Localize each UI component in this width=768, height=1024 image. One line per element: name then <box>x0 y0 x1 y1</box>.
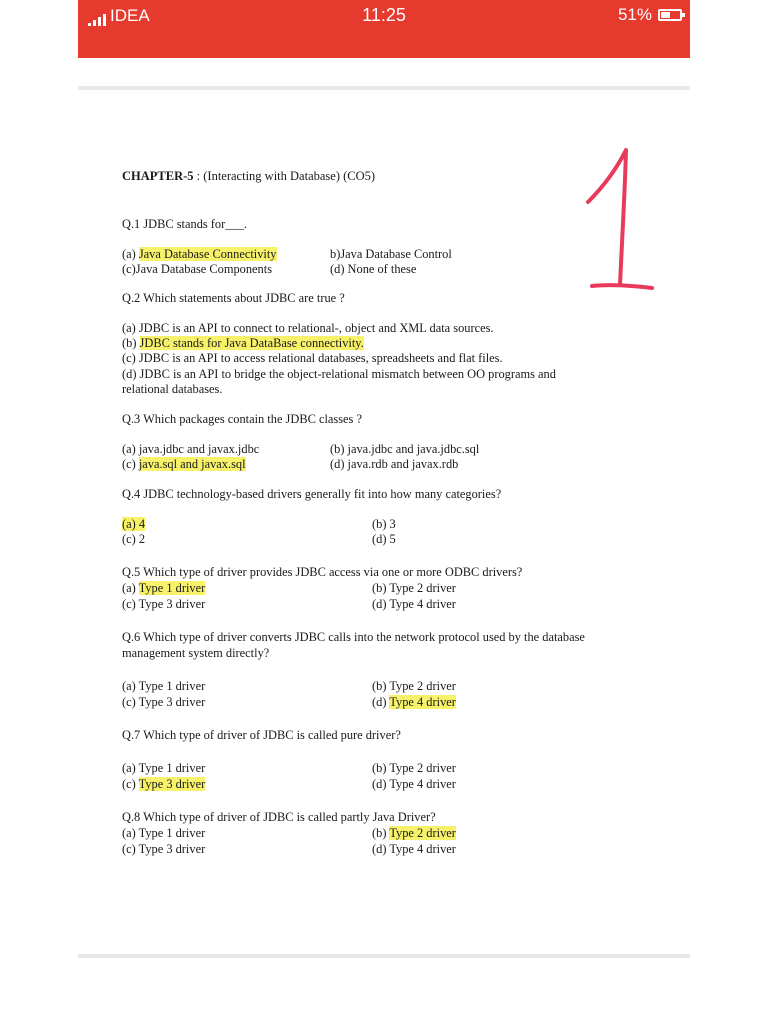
option-b: (b) Type 2 driver <box>372 581 456 595</box>
question-5-options-row-1 <box>122 580 642 596</box>
page-bottom-divider <box>78 954 690 958</box>
question-4-options-row-1 <box>122 516 642 532</box>
question-1-options-row-2 <box>122 261 642 277</box>
question-8-options-row-2 <box>122 841 642 857</box>
question-6-options-row-2 <box>122 694 642 710</box>
option-a: (a) Java Database Connectivity <box>122 247 277 261</box>
option-a <box>122 516 145 532</box>
question-8-options-row-1 <box>122 825 642 841</box>
highlighted-answer: Type 4 driver <box>389 695 456 709</box>
question-5: Q.5 Which type of driver provides JDBC access via one or more ODBC drivers? <box>122 565 523 579</box>
question-1-options-row-1 <box>122 246 642 262</box>
option-a: (a) java.jdbc and javax.jdbc <box>122 442 260 456</box>
highlighted-answer: Type 2 driver <box>389 826 456 840</box>
option-b: (b) 3 <box>372 517 396 531</box>
option-d: (d) 5 <box>372 532 396 546</box>
highlighted-answer: (a) 4 <box>122 517 146 531</box>
option-d: (d) Type 4 driver <box>372 695 456 709</box>
highlighted-answer: Type 1 driver <box>138 581 206 595</box>
question-7: Q.7 Which type of driver of JDBC is called pure driver? <box>122 728 401 742</box>
option-b: b)Java Database Control <box>330 247 452 261</box>
question-1: Q.1 JDBC stands for___. <box>122 217 247 231</box>
question-6: Q.6 Which type of driver converts JDBC calls into the network protocol used by the database <box>122 630 585 644</box>
question-7-options-row-1 <box>122 760 642 776</box>
option-b: (b) Type 2 driver <box>372 761 456 775</box>
question-7-options-row-2 <box>122 776 642 792</box>
question-3-options-row-1 <box>122 441 642 457</box>
highlighted-answer: Type 3 driver <box>138 777 206 791</box>
question-6-continued: management system directly? <box>122 646 270 660</box>
option-b: (b) JDBC stands for Java DataBase connectivity. <box>122 336 364 350</box>
option-a: (a) Type 1 driver <box>122 826 206 840</box>
option-c: (c)Java Database Components <box>122 262 273 276</box>
option-b: (b) java.jdbc and java.jdbc.sql <box>330 442 480 456</box>
option-d: (d) Type 4 driver <box>372 597 456 611</box>
question-2: Q.2 Which statements about JDBC are true ? <box>122 291 345 305</box>
option-c: (c) 2 <box>122 532 146 546</box>
option-a: (a) Type 1 driver <box>122 581 206 595</box>
option-b: (b) Type 2 driver <box>372 826 456 840</box>
highlighted-answer: java.sql and javax.sql <box>138 457 246 471</box>
question-4: Q.4 JDBC technology-based drivers generally fit into how many categories? <box>122 487 502 501</box>
battery-icon <box>658 9 682 21</box>
option-c: (c) Type 3 driver <box>122 777 206 791</box>
option-c: (c) Type 3 driver <box>122 695 206 709</box>
question-4-options-row-2 <box>122 531 642 547</box>
carrier-name: IDEA <box>110 6 150 25</box>
clock: 11:25 <box>362 5 406 25</box>
question-3-options-row-2 <box>122 456 642 472</box>
option-c: (c) JDBC is an API to access relational databases, spreadsheets and flat files. <box>122 351 503 365</box>
option-d: (d) java.rdb and javax.rdb <box>330 457 459 471</box>
chapter-title: CHAPTER-5 : (Interacting with Database) (CO5) <box>122 169 376 183</box>
question-3: Q.3 Which packages contain the JDBC classes ? <box>122 412 362 426</box>
option-d: (d) None of these <box>330 262 417 276</box>
option-a: (a) Type 1 driver <box>122 761 206 775</box>
option-c: (c) Type 3 driver <box>122 597 206 611</box>
option-a: (a) JDBC is an API to connect to relational-, object and XML data sources. <box>122 321 494 335</box>
question-8: Q.8 Which type of driver of JDBC is called partly Java Driver? <box>122 810 436 824</box>
option-d-continued: relational databases. <box>122 382 223 396</box>
battery-percent: 51% <box>617 5 652 24</box>
highlighted-answer: Java Database Connectivity <box>138 247 277 261</box>
option-d: (d) Type 4 driver <box>372 777 456 791</box>
battery-indicator <box>618 5 682 25</box>
status-bar <box>78 0 690 58</box>
document-page <box>122 168 642 856</box>
option-d: (d) JDBC is an API to bridge the object-relational mismatch between OO programs and <box>122 367 556 381</box>
question-6-options-row-1 <box>122 678 642 694</box>
highlighted-answer: JDBC stands for Java DataBase connectivity. <box>139 336 364 350</box>
option-a: (a) Type 1 driver <box>122 679 206 693</box>
option-c: (c) Type 3 driver <box>122 842 206 856</box>
option-d: (d) Type 4 driver <box>372 842 456 856</box>
question-5-options-row-2 <box>122 596 642 612</box>
option-c: (c) java.sql and javax.sql <box>122 457 246 471</box>
option-b: (b) Type 2 driver <box>372 679 456 693</box>
page-top-divider <box>78 86 690 90</box>
